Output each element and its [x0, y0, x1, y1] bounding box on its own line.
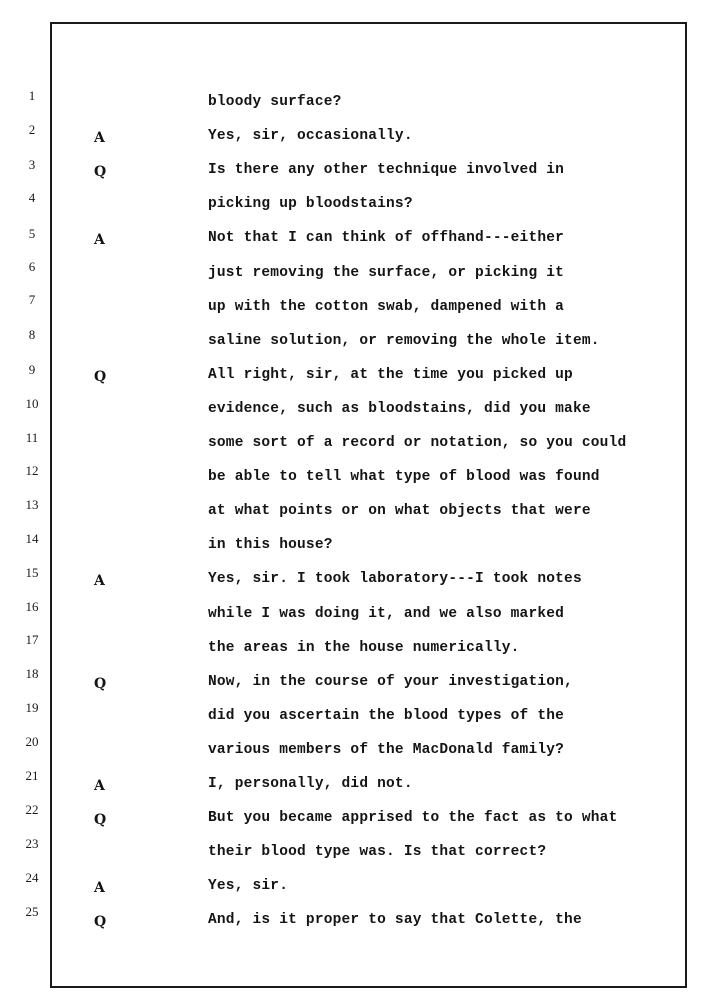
line-number: 6: [28, 259, 36, 274]
line-text: in this house?: [208, 537, 333, 553]
answer-label: A: [94, 130, 105, 146]
line-number: 23: [25, 836, 39, 851]
line-number: 13: [25, 497, 39, 512]
line-text: All right, sir, at the time you picked up: [208, 367, 573, 383]
line-text: Now, in the course of your investigation,: [208, 674, 573, 690]
line-number: 20: [25, 734, 39, 749]
line-number: 24: [25, 870, 39, 885]
line-number: 8: [28, 327, 36, 342]
line-number: 1: [28, 88, 36, 103]
line-number: 14: [25, 531, 39, 546]
answer-label: A: [94, 778, 105, 794]
line-text: Not that I can think of offhand---either: [208, 230, 565, 246]
line-text: Is there any other technique involved in: [208, 162, 565, 178]
line-number: 3: [28, 157, 36, 172]
answer-label: A: [94, 232, 105, 248]
line-number: 5: [28, 226, 36, 241]
line-text: I, personally, did not.: [208, 776, 413, 792]
line-number: 7: [28, 292, 36, 307]
line-number: 15: [25, 565, 39, 580]
line-number: 10: [25, 396, 39, 411]
line-number: 11: [25, 430, 39, 445]
question-label: Q: [94, 676, 107, 692]
answer-label: A: [94, 573, 105, 589]
line-text: while I was doing it, and we also marked: [208, 606, 565, 622]
line-text: saline solution, or removing the whole item.: [208, 333, 600, 349]
line-number: 12: [25, 463, 39, 478]
line-text: But you became apprised to the fact as to what: [208, 810, 618, 826]
line-text: Yes, sir.: [208, 878, 289, 894]
line-number: 2: [28, 122, 36, 137]
line-text: Yes, sir. I took laboratory---I took notes: [208, 571, 582, 587]
question-label: Q: [94, 369, 107, 385]
line-number: 21: [25, 768, 39, 783]
line-text: the areas in the house numerically.: [208, 640, 520, 656]
line-text: their blood type was. Is that correct?: [208, 844, 547, 860]
line-number: 18: [25, 666, 39, 681]
line-text: And, is it proper to say that Colette, the: [208, 912, 582, 928]
line-number: 19: [25, 700, 39, 715]
line-text: just removing the surface, or picking it: [208, 265, 565, 281]
line-text: various members of the MacDonald family?: [208, 742, 565, 758]
line-number: 4: [28, 190, 36, 205]
line-number: 17: [25, 632, 39, 647]
line-text: be able to tell what type of blood was found: [208, 469, 600, 485]
line-text: bloody surface?: [208, 94, 342, 110]
line-number: 25: [25, 904, 39, 919]
line-number: 9: [28, 362, 36, 377]
question-label: Q: [94, 812, 107, 828]
line-text: at what points or on what objects that were: [208, 503, 591, 519]
line-text: some sort of a record or notation, so you could: [208, 435, 627, 451]
line-text: did you ascertain the blood types of the: [208, 708, 565, 724]
line-text: picking up bloodstains?: [208, 196, 413, 212]
line-number: 16: [25, 599, 39, 614]
line-number: 22: [25, 802, 39, 817]
question-label: Q: [94, 914, 107, 930]
line-text: Yes, sir, occasionally.: [208, 128, 413, 144]
line-text: evidence, such as bloodstains, did you make: [208, 401, 591, 417]
question-label: Q: [94, 164, 107, 180]
line-text: up with the cotton swab, dampened with a: [208, 299, 565, 315]
answer-label: A: [94, 880, 105, 896]
